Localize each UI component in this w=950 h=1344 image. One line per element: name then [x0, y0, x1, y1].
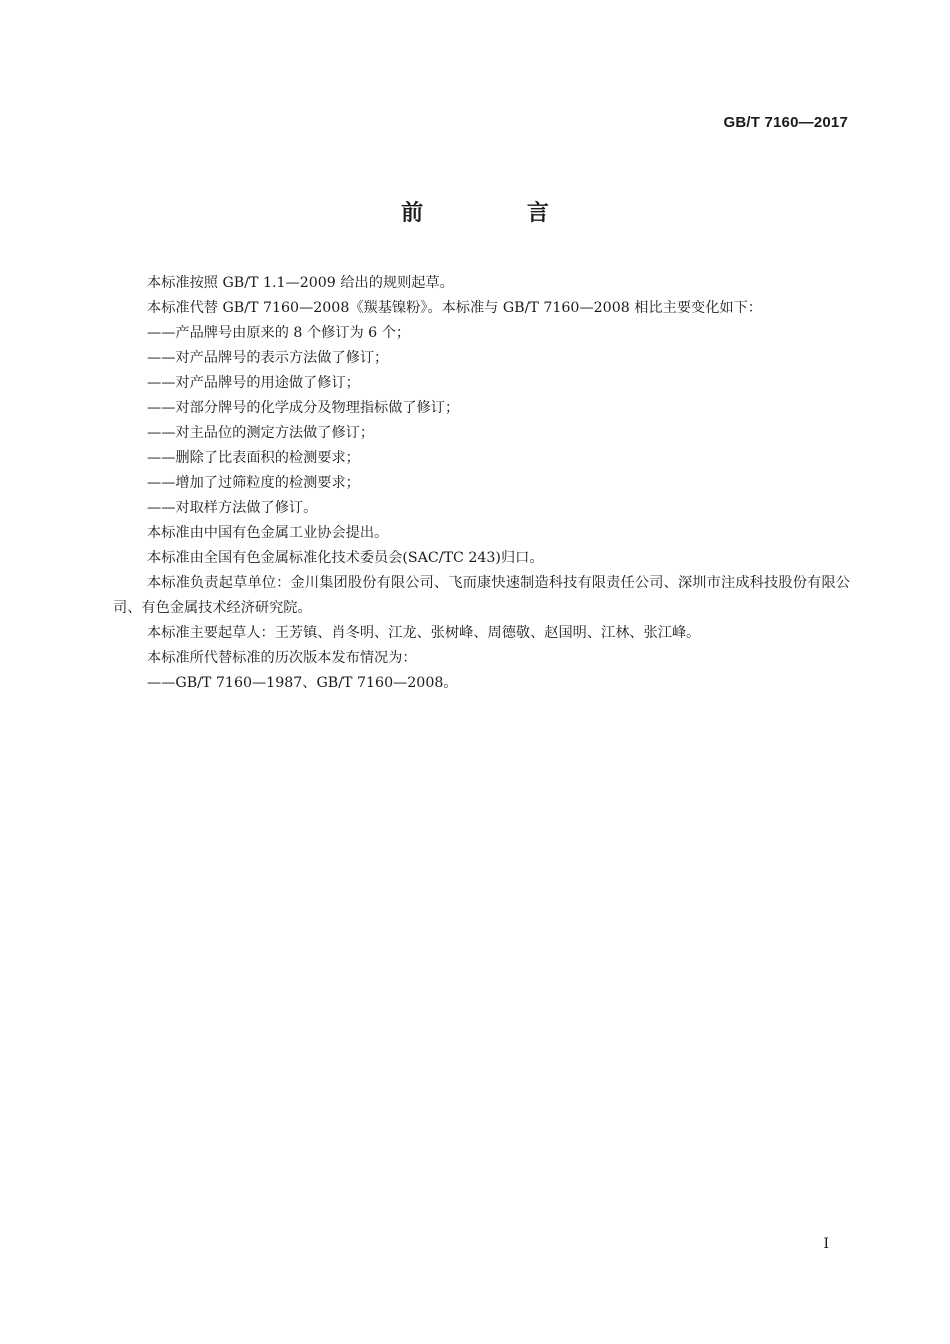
list-item: ——GB/T 7160—1987、GB/T 7160—2008。	[147, 675, 458, 691]
paragraph: 本标准所代替标准的历次版本发布情况为：	[147, 650, 417, 666]
paragraph: 本标准代替 GB/T 7160—2008《羰基镍粉》。本标准与 GB/T 7160—2008 相比主要变化如下：	[147, 300, 762, 316]
list-item: ——对产品牌号的用途做了修订；	[147, 375, 360, 391]
paragraph: 本标准由全国有色金属标准化技术委员会(SAC/TC 243)归口。	[147, 550, 544, 566]
list-item: ——对取样方法做了修订。	[147, 500, 318, 516]
list-item: ——对部分牌号的化学成分及物理指标做了修订；	[147, 400, 460, 416]
paragraph: 本标准负责起草单位：金川集团股份有限公司、飞而康快速制造科技有限责任公司、深圳市注成科技股份有限公司、有色金属技术经济研究院。	[113, 575, 850, 616]
paragraph: 本标准由中国有色金属工业协会提出。	[147, 525, 389, 541]
page-title: 前 言	[401, 201, 597, 226]
list-item: ——对产品牌号的表示方法做了修订；	[147, 350, 389, 366]
paragraph: 本标准按照 GB/T 1.1—2009 给出的规则起草。	[147, 275, 454, 291]
page-number: I	[823, 1236, 829, 1252]
standard-code: GB/T 7160—2017	[723, 114, 848, 131]
list-item: ——删除了比表面积的检测要求；	[147, 450, 360, 466]
list-item: ——产品牌号由原来的 8 个修订为 6 个；	[147, 325, 411, 341]
document-body	[113, 271, 850, 696]
list-item: ——增加了过筛粒度的检测要求；	[147, 475, 360, 491]
list-item: ——对主品位的测定方法做了修订；	[147, 425, 375, 441]
paragraph: 本标准主要起草人：王芳镇、肖冬明、江龙、张树峰、周德敬、赵国明、江林、张江峰。	[147, 625, 701, 641]
